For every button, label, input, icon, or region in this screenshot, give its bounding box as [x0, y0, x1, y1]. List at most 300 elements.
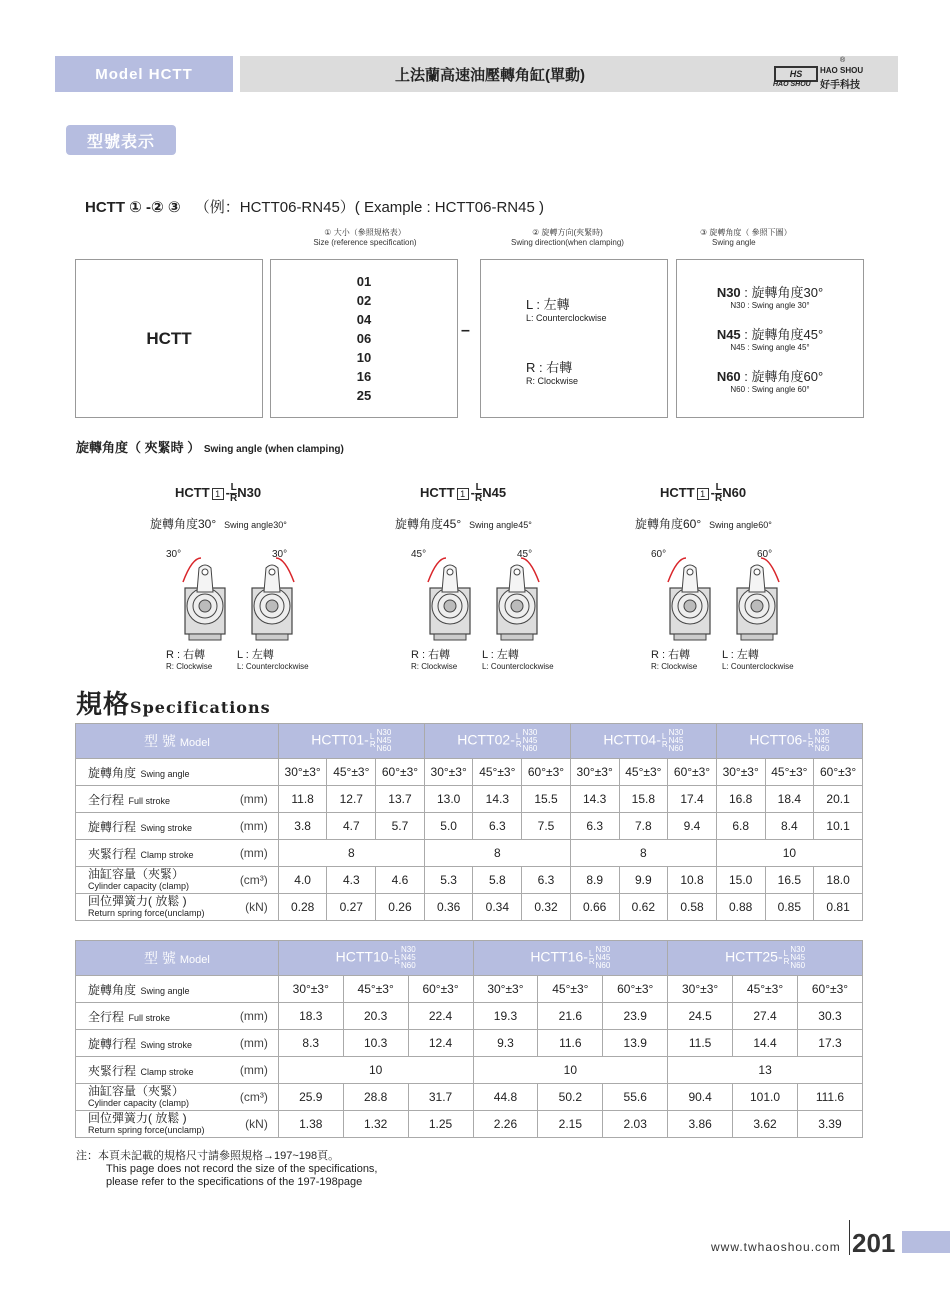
row-label-zh: 旋轉行程 [88, 819, 137, 834]
angle-cell: 60°±3° [376, 759, 425, 786]
row-label-zh: 夾緊行程 [88, 846, 137, 861]
row-label-en: Return spring force(unclamp) [88, 1124, 205, 1135]
value-cell: 5.3 [424, 867, 473, 894]
rotation-r-zh: R : 右轉 [651, 649, 691, 661]
angle-zh: : 旋轉角度45° [740, 327, 824, 342]
value-cell: 1.25 [408, 1111, 473, 1138]
value-cell: 8.9 [570, 867, 619, 894]
table-header-row [76, 724, 863, 759]
angle-cell: 30°±3° [473, 976, 538, 1003]
size-item: 06 [356, 331, 372, 346]
logo-en-text: HAO SHOU [820, 66, 864, 75]
value-cell: 11.8 [278, 786, 327, 813]
value-cell: 0.81 [814, 894, 863, 921]
suffix-n: N45 [400, 953, 416, 962]
model-lr-suffix [394, 950, 400, 966]
angle-cell: 30°±3° [668, 976, 733, 1003]
rotation-l [722, 650, 794, 672]
angle-cell: 30°±3° [278, 759, 327, 786]
model-n-suffix [523, 729, 538, 753]
angle-box [676, 259, 864, 418]
suffix-n: N60 [814, 744, 830, 753]
value-cell: 14.3 [473, 786, 522, 813]
value-cell: 6.3 [473, 813, 522, 840]
table-row [76, 1030, 863, 1057]
angle-cell: 45°±3° [343, 976, 408, 1003]
angle-code: N45 [716, 327, 741, 342]
table-header-row [76, 941, 863, 976]
row-label [76, 1030, 279, 1057]
angle-en: N30 : Swing angle 30° [730, 301, 810, 310]
code-dash: – [461, 322, 470, 339]
row-label-zh: 全行程 [88, 1009, 125, 1024]
suffix-r: R [394, 957, 400, 966]
value-cell: 14.3 [570, 786, 619, 813]
angle-left-label: 60° [651, 549, 667, 560]
value-cell: 55.6 [603, 1084, 668, 1111]
angle-item-line [677, 324, 863, 343]
swing-group-code [660, 483, 746, 504]
value-cell: 10.8 [668, 867, 717, 894]
suffix-l: L [807, 732, 813, 741]
value-cell: 2.26 [473, 1111, 538, 1138]
value-cell: 18.4 [765, 786, 814, 813]
footer-divider [849, 1220, 850, 1255]
angle-cell: 45°±3° [473, 759, 522, 786]
angle-right-label: 30° [272, 549, 288, 560]
row-unit: (mm) [239, 1009, 268, 1023]
swing-caption-en: Swing angle30° [224, 520, 287, 530]
footnote-zh: 注：本頁未記載的規格尺寸請參照規格→197~198頁。 [76, 1150, 340, 1162]
suffix-n: N30 [400, 945, 416, 954]
suffix-r: R [783, 957, 790, 966]
row-label [76, 759, 279, 786]
code-l: L [475, 482, 482, 493]
model-n-suffix [790, 946, 805, 970]
value-cell: 17.4 [668, 786, 717, 813]
angle-item [677, 324, 863, 352]
model-header-en: Model [179, 954, 210, 966]
angle-cell: 30°±3° [278, 976, 343, 1003]
row-unit: (mm) [239, 846, 268, 860]
model-name: HCTT01- [311, 731, 369, 748]
value-cell: 10 [716, 840, 862, 867]
swing-caption [150, 515, 287, 532]
angle-item-line [677, 282, 863, 301]
model-column-header [716, 724, 862, 759]
angle-cell: 60°±3° [603, 976, 668, 1003]
value-cell: 0.36 [424, 894, 473, 921]
clamp-body-icon [430, 565, 470, 640]
value-cell: 4.3 [327, 867, 376, 894]
model-n-suffix [596, 946, 611, 970]
value-cell: 9.4 [668, 813, 717, 840]
value-cell: 1.32 [343, 1111, 408, 1138]
col2-label-en: Swing direction(when clamping) [511, 238, 624, 247]
row-unit: (kN) [245, 900, 268, 914]
model-name: HCTT25- [725, 948, 783, 965]
logo-registered: ® [840, 57, 846, 64]
clamp-diagram [645, 548, 795, 643]
value-cell: 13.0 [424, 786, 473, 813]
value-cell: 28.8 [343, 1084, 408, 1111]
model-header-cell [76, 941, 279, 976]
rotation-l [482, 650, 554, 672]
code-prefix: HCTT [420, 484, 455, 500]
value-cell: 4.0 [278, 867, 327, 894]
value-cell: 7.8 [619, 813, 668, 840]
code-box: 1 [457, 488, 469, 500]
code-r: R [475, 493, 483, 504]
rotation-l-en: L: Counterclockwise [237, 662, 309, 671]
table-row [76, 759, 863, 786]
angle-cell: 45°±3° [765, 759, 814, 786]
spec-title-en: Specifications [130, 698, 271, 717]
value-cell: 27.4 [733, 1003, 798, 1030]
suffix-n: N60 [668, 744, 684, 753]
value-cell: 0.88 [716, 894, 765, 921]
suffix-n: N45 [668, 736, 684, 745]
angle-zh: : 旋轉角度30° [740, 285, 824, 300]
row-label-en: Cylinder capacity (clamp) [88, 1097, 190, 1108]
angle-code: N30 [716, 285, 741, 300]
suffix-l: L [783, 949, 789, 958]
value-cell: 16.8 [716, 786, 765, 813]
clamp-body-icon [737, 565, 777, 640]
value-cell: 9.9 [619, 867, 668, 894]
logo-sub-text: HAO SHOU [773, 81, 811, 88]
code-suffix: N45 [482, 484, 507, 500]
swing-group-code [420, 483, 506, 504]
suffix-n: N45 [595, 953, 611, 962]
value-cell: 11.5 [668, 1030, 733, 1057]
footer-url[interactable]: www.twhaoshou.com [711, 1240, 841, 1254]
value-cell: 111.6 [797, 1084, 862, 1111]
value-cell: 0.85 [765, 894, 814, 921]
value-cell: 31.7 [408, 1084, 473, 1111]
row-label-zh: 油缸容量（夾緊） [88, 866, 185, 881]
row-label [76, 867, 279, 894]
swing-group-code [175, 483, 261, 504]
dir-l-zh: L : 左轉 [526, 297, 570, 312]
suffix-r: R [369, 740, 376, 749]
model-lr-suffix [808, 733, 814, 749]
rotation-r-en: R: Clockwise [411, 662, 458, 671]
suffix-l: L [588, 949, 594, 958]
value-cell: 3.8 [278, 813, 327, 840]
angle-cell: 60°±3° [814, 759, 863, 786]
model-lr-suffix [662, 733, 668, 749]
row-unit: (kN) [245, 1117, 268, 1131]
suffix-n: N30 [814, 728, 830, 737]
value-cell: 8 [570, 840, 716, 867]
angle-cell: 30°±3° [570, 759, 619, 786]
rotation-r [411, 650, 457, 672]
model-header-zh: 型 號 [143, 733, 176, 749]
swing-caption-en: Swing angle60° [709, 520, 772, 530]
angle-list [677, 282, 863, 408]
angle-cell: 30°±3° [424, 759, 473, 786]
row-label-en: Swing angle [138, 768, 190, 779]
value-cell: 13.9 [603, 1030, 668, 1057]
row-label-en: Swing stroke [138, 1039, 193, 1050]
value-cell: 20.1 [814, 786, 863, 813]
swing-section-title [76, 437, 344, 456]
code-suffix: N30 [237, 484, 262, 500]
row-label-zh: 旋轉角度 [88, 765, 137, 780]
spec-table-1 [75, 723, 863, 921]
model-header-zh: 型 號 [143, 950, 176, 966]
value-cell: 6.3 [570, 813, 619, 840]
model-code-example: （例：HCTT06-RN45）( Example : HCTT06-RN45 ) [194, 199, 544, 216]
value-cell: 0.26 [376, 894, 425, 921]
row-label-en: Swing angle [138, 985, 190, 996]
table-row [76, 1084, 863, 1111]
model-name: HCTT04- [603, 731, 661, 748]
clamp-diagram [405, 548, 555, 643]
table-row [76, 894, 863, 921]
row-label [76, 1003, 279, 1030]
value-cell: 13 [668, 1057, 863, 1084]
row-label-en: Clamp stroke [138, 1066, 194, 1077]
value-cell: 20.3 [343, 1003, 408, 1030]
value-cell: 0.66 [570, 894, 619, 921]
row-label-en: Clamp stroke [138, 849, 194, 860]
row-label-en: Return spring force(unclamp) [88, 907, 205, 918]
model-column-header [424, 724, 570, 759]
angle-cell: 45°±3° [327, 759, 376, 786]
value-cell: 0.32 [522, 894, 571, 921]
row-unit: (cm³) [239, 873, 268, 887]
table-row [76, 867, 863, 894]
rotation-r [166, 650, 212, 672]
spec-title-zh: 規格 [76, 690, 131, 720]
model-column-header [278, 724, 424, 759]
value-cell: 0.34 [473, 894, 522, 921]
value-cell: 3.86 [668, 1111, 733, 1138]
size-item: 16 [356, 369, 372, 384]
row-label-zh: 旋轉角度 [88, 982, 137, 997]
value-cell: 15.8 [619, 786, 668, 813]
value-cell: 8.3 [278, 1030, 343, 1057]
row-label [76, 976, 279, 1003]
model-lr-suffix [516, 733, 522, 749]
clamp-body-icon [497, 565, 537, 640]
model-n-suffix [401, 946, 416, 970]
value-cell: 0.27 [327, 894, 376, 921]
model-lr-suffix [589, 950, 595, 966]
model-n-suffix [669, 729, 684, 753]
swing-caption-zh: 旋轉角度45° [395, 517, 462, 531]
swing-caption [635, 515, 772, 532]
suffix-n: N45 [376, 736, 392, 745]
value-cell: 21.6 [538, 1003, 603, 1030]
clamp-body-icon [670, 565, 710, 640]
col2-label [500, 228, 635, 248]
code-prefix: HCTT [660, 484, 695, 500]
suffix-n: N60 [522, 744, 538, 753]
model-lr-suffix [784, 950, 790, 966]
row-unit: (mm) [239, 819, 268, 833]
value-cell: 50.2 [538, 1084, 603, 1111]
table-row [76, 976, 863, 1003]
suffix-n: N30 [790, 945, 806, 954]
footnote-en2: please refer to the specifications of the 197-198page [106, 1176, 363, 1188]
value-cell: 6.3 [522, 867, 571, 894]
value-cell: 15.5 [522, 786, 571, 813]
col3-label-zh: ③ 旋轉角度（ 參照下圖） [700, 228, 792, 237]
value-cell: 2.15 [538, 1111, 603, 1138]
value-cell: 25.9 [278, 1084, 343, 1111]
value-cell: 3.62 [733, 1111, 798, 1138]
logo-zh-text: 好手科技 [820, 80, 860, 91]
angle-right-label: 45° [517, 549, 533, 560]
rotation-l-zh: L : 左轉 [237, 649, 274, 661]
code-dash: - [710, 484, 716, 500]
code-r: R [715, 493, 723, 504]
row-label-zh: 回位彈簧力( 放鬆 ) [88, 893, 187, 908]
size-box [270, 259, 458, 418]
suffix-l: L [515, 732, 521, 741]
page-title: 上法蘭高速油壓轉角缸(單動) [395, 66, 585, 84]
swing-caption-zh: 旋轉角度30° [150, 517, 217, 531]
value-cell: 10 [278, 1057, 473, 1084]
dir-r-zh: R : 右轉 [526, 360, 573, 375]
code-prefix: HCTT [175, 484, 210, 500]
model-column-header [473, 941, 668, 976]
angle-cell: 60°±3° [408, 976, 473, 1003]
row-label-en: Full stroke [126, 1012, 171, 1023]
rotation-r-en: R: Clockwise [166, 662, 213, 671]
logo-hs-mark: HS [774, 66, 818, 82]
value-cell: 44.8 [473, 1084, 538, 1111]
row-label [76, 813, 279, 840]
angle-cell: 30°±3° [716, 759, 765, 786]
model-name: HCTT10- [335, 948, 394, 965]
code-box: 1 [697, 488, 709, 500]
suffix-n: N60 [790, 961, 806, 970]
value-cell: 12.7 [327, 786, 376, 813]
angle-cell: 60°±3° [797, 976, 862, 1003]
row-unit: (cm³) [239, 1090, 268, 1104]
table-row [76, 1003, 863, 1030]
value-cell: 7.5 [522, 813, 571, 840]
angle-en: N60 : Swing angle 60° [730, 385, 810, 394]
model-header-cell [76, 724, 279, 759]
clamp-diagram [160, 548, 310, 643]
value-cell: 30.3 [797, 1003, 862, 1030]
value-cell: 13.7 [376, 786, 425, 813]
value-cell: 23.9 [603, 1003, 668, 1030]
angle-code: N60 [716, 369, 741, 384]
suffix-n: N60 [400, 961, 416, 970]
row-unit: (mm) [239, 1063, 268, 1077]
suffix-n: N60 [376, 744, 392, 753]
swing-title-en: Swing angle (when clamping) [203, 444, 344, 455]
model-code-line [85, 196, 544, 217]
table-row [76, 1111, 863, 1138]
value-cell: 14.4 [733, 1030, 798, 1057]
value-cell: 10.1 [814, 813, 863, 840]
model-column-header [570, 724, 716, 759]
value-cell: 0.28 [278, 894, 327, 921]
suffix-l: L [394, 949, 399, 958]
suffix-n: N45 [814, 736, 830, 745]
col2-label-zh: ② 旋轉方向(夾緊時) [532, 228, 603, 237]
row-label [76, 894, 279, 921]
value-cell: 16.5 [765, 867, 814, 894]
suffix-n: N30 [376, 728, 392, 737]
page-number: 201 [852, 1228, 896, 1258]
model-box-text: HCTT [146, 328, 192, 348]
value-cell: 10.3 [343, 1030, 408, 1057]
clamp-body-icon [185, 565, 225, 640]
rotation-l-zh: L : 左轉 [722, 649, 759, 661]
size-list [357, 272, 371, 405]
code-suffix: N60 [722, 484, 747, 500]
suffix-l: L [661, 732, 667, 741]
row-label-en: Full stroke [126, 795, 171, 806]
angle-cell: 45°±3° [733, 976, 798, 1003]
row-label [76, 1057, 279, 1084]
rotation-r-zh: R : 右轉 [411, 649, 451, 661]
value-cell: 5.0 [424, 813, 473, 840]
model-header-en: Model [179, 737, 210, 749]
value-cell: 101.0 [733, 1084, 798, 1111]
value-cell: 1.38 [278, 1111, 343, 1138]
value-cell: 8 [278, 840, 424, 867]
angle-zh: : 旋轉角度60° [740, 369, 824, 384]
code-l: L [230, 482, 237, 493]
angle-cell: 45°±3° [619, 759, 668, 786]
value-cell: 17.3 [797, 1030, 862, 1057]
value-cell: 3.39 [797, 1111, 862, 1138]
dir-r-en: R: Clockwise [526, 376, 579, 386]
value-cell: 18.0 [814, 867, 863, 894]
table-row [76, 786, 863, 813]
code-dash: - [470, 484, 476, 500]
rotation-r-zh: R : 右轉 [166, 649, 206, 661]
size-item: 04 [356, 312, 372, 327]
suffix-r: R [807, 740, 814, 749]
model-name: HCTT02- [457, 731, 515, 748]
section-badge: 型號表示 [66, 125, 176, 155]
clamp-body-icon [252, 565, 292, 640]
value-cell: 9.3 [473, 1030, 538, 1057]
value-cell: 18.3 [278, 1003, 343, 1030]
rotation-l [237, 650, 309, 672]
model-column-header [278, 941, 473, 976]
angle-left-label: 30° [166, 549, 182, 560]
table-row [76, 840, 863, 867]
col1-label-zh: ① 大小（參照規格表） [324, 228, 406, 237]
suffix-n: N45 [790, 953, 806, 962]
row-unit: (mm) [239, 1036, 268, 1050]
value-cell: 4.7 [327, 813, 376, 840]
value-cell: 2.03 [603, 1111, 668, 1138]
rotation-l-zh: L : 左轉 [482, 649, 519, 661]
model-column-header [668, 941, 863, 976]
row-label-zh: 旋轉行程 [88, 1036, 137, 1051]
footer-accent-bar [902, 1231, 950, 1253]
row-label-zh: 回位彈簧力( 放鬆 ) [88, 1110, 187, 1125]
angle-cell: 60°±3° [522, 759, 571, 786]
row-label [76, 840, 279, 867]
spec-title [76, 684, 271, 721]
angle-item-line [677, 366, 863, 385]
code-r: R [230, 493, 238, 504]
dir-l [526, 294, 607, 323]
